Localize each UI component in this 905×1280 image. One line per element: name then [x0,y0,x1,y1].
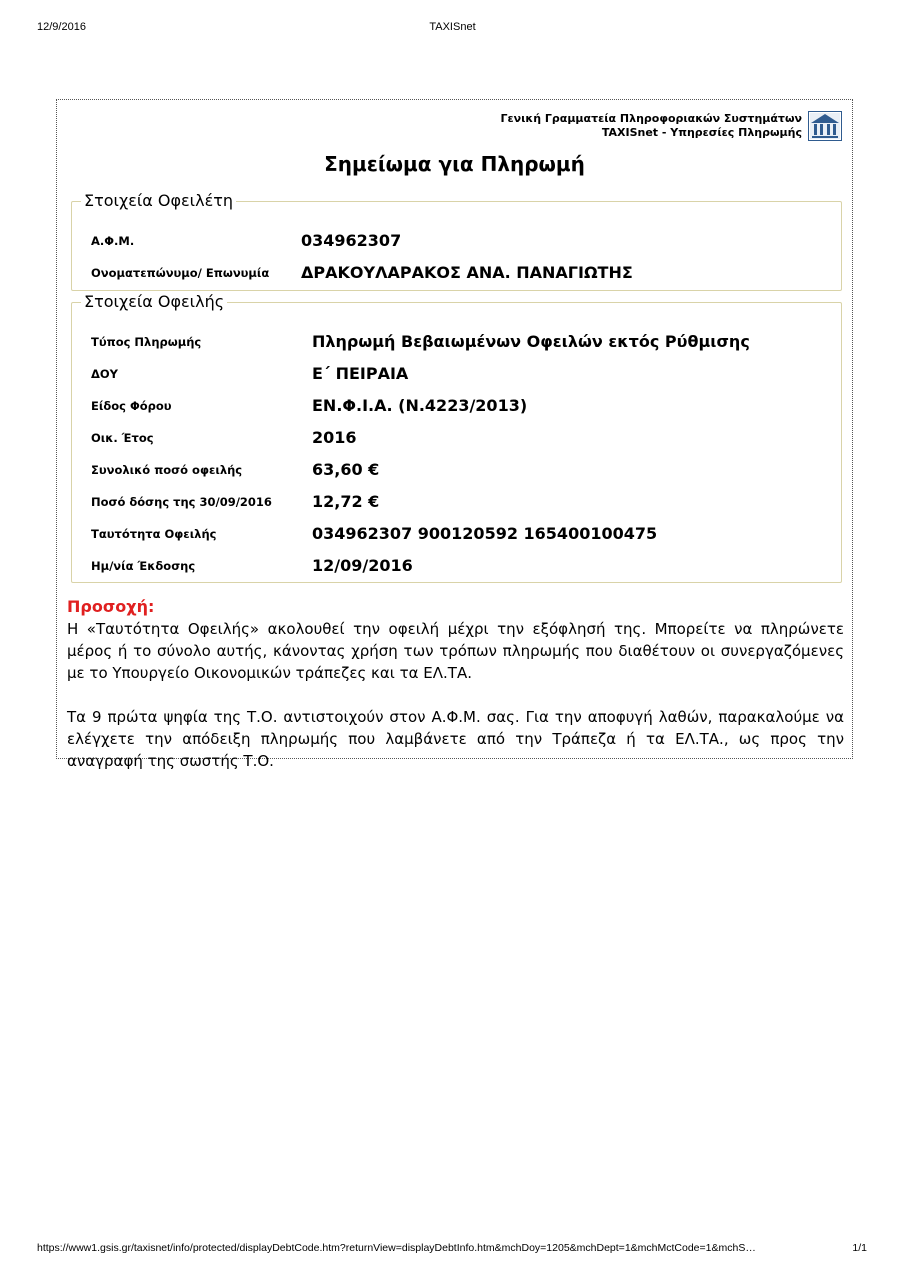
notice-paragraph-1: Η «Ταυτότητα Οφειλής» ακολουθεί την οφειλή μέχρι την εξόφλησή της. Μπορείτε να πληρώνετε μέρος ή το σύνολο αυτής, κάνοντας χρήση των τρόπων πληρωμής που διαθέτουν οι συνεργαζόμενες με το Υπουργείο Οικονομικών τράπεζες και τα ΕΛ.ΤΑ. [67,620,844,682]
debt-id-label: Ταυτότητα Οφειλής [91,527,217,541]
name-value: ΔΡΑΚΟΥΛΑΡΑΚΟΣ ΑΝΑ. ΠΑΝΑΓΙΩΤΗΣ [301,263,633,282]
issue-date-value: 12/09/2016 [312,556,413,575]
payment-type-label: Τύπος Πληρωμής [91,335,202,349]
fiscal-year-value: 2016 [312,428,357,447]
debt-row-issue-date [72,551,841,581]
payment-note-container [56,99,853,770]
issue-date-label: Ημ/νία Έκδοσης [91,559,196,573]
debtor-row-name [72,258,841,288]
debt-legend: Στοιχεία Οφειλής [84,292,225,311]
print-title: TAXISnet [429,21,476,33]
debt-section [71,293,842,583]
tax-type-label: Είδος Φόρου [91,399,172,413]
gov-header-text [501,112,802,140]
document-title: Σημείωμα για Πληρωμή [324,152,585,176]
tax-type-value: ΕΝ.Φ.Ι.Α. (Ν.4223/2013) [312,396,528,415]
gov-header [501,110,842,142]
doy-label: ΔΟΥ [91,367,119,381]
debt-row-tax-type [72,391,841,421]
debt-row-fiscal-year [72,423,841,453]
org-line-1: Γενική Γραμματεία Πληροφοριακών Συστημάτων [500,112,802,125]
print-header [0,21,905,37]
debt-row-total-amount [72,455,841,485]
total-amount-label: Συνολικό ποσό οφειλής [91,463,243,477]
debt-row-payment-type [72,327,841,357]
print-footer [0,1242,905,1258]
print-date: 12/9/2016 [37,21,86,33]
notice-paragraph-2: Τα 9 πρώτα ψηφία της Τ.Ο. αντιστοιχούν στον Α.Φ.Μ. σας. Για την αποφυγή λαθών, παρακαλούμε να ελέγχετε την απόδειξη πληρωμής που λαμβάνετε από την Τράπεζα ή τα ΕΛ.ΤΑ., ως προς την αναγραφή της σωστής Τ.Ο. [67,708,844,770]
debt-row-doy [72,359,841,389]
payment-type-value: Πληρωμή Βεβαιωμένων Οφειλών εκτός Ρύθμισης [312,332,750,351]
afm-label: Α.Φ.Μ. [91,234,135,248]
gsis-logo-icon [808,111,842,141]
print-page-number: 1/1 [852,1242,867,1254]
notice [67,596,844,772]
print-url: https://www1.gsis.gr/taxisnet/info/protected/displayDebtCode.htm?returnView=displayDebtInfo.htm&mchDoy=1205&mchDept=1&mchMctCode=1&mchS… [37,1242,756,1254]
debt-row-installment [72,487,841,517]
debt-id-value: 034962307 900120592 165400100475 [312,524,658,543]
notice-title: Προσοχή: [67,597,155,616]
afm-value: 034962307 [301,231,402,250]
debtor-row-afm [72,226,841,256]
org-line-2: TAXISnet - Υπηρεσίες Πληρωμής [601,126,802,139]
debtor-section [71,192,842,291]
doy-value: Ε΄ ΠΕΙΡΑΙΑ [312,364,409,383]
fiscal-year-label: Οικ. Έτος [91,431,154,445]
installment-value: 12,72 € [312,492,380,511]
debtor-legend: Στοιχεία Οφειλέτη [84,191,233,210]
name-label: Ονοματεπώνυμο/ Επωνυμία [91,266,270,280]
installment-label: Ποσό δόσης της 30/09/2016 [91,495,272,509]
total-amount-value: 63,60 € [312,460,380,479]
debt-row-debt-id [72,519,841,549]
